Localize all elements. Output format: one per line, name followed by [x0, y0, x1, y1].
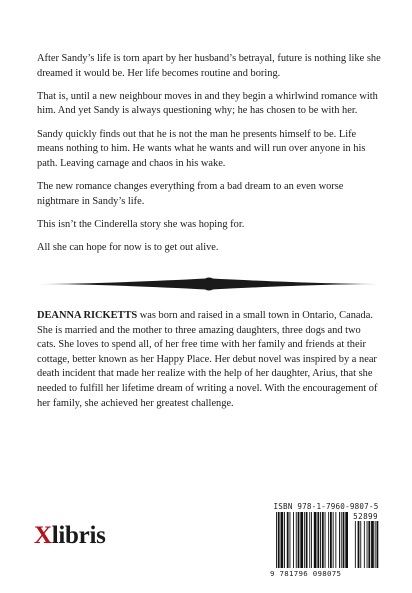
barcode-digits: 9 781796 098075: [270, 569, 342, 578]
publisher-logo-text: libris: [51, 522, 106, 549]
blurb-paragraph: Sandy quickly finds out that he is not the man he presents himself to be. Life means nothing to him. He wants what he wants and will run over anyone in his path. Leaving carnage and chaos in his wake.: [37, 128, 366, 169]
back-cover-blurb: [37, 52, 381, 264]
ornamental-divider: [36, 277, 382, 291]
author-name: DEANNA RICKETTS: [37, 310, 138, 321]
author-bio: [37, 309, 381, 411]
publisher-logo: [34, 523, 106, 548]
isbn-barcode-block: [270, 500, 382, 580]
blurb-paragraph: All she can hope for now is to get out alive.: [37, 241, 219, 253]
blurb-paragraph: That is, until a new neighbour moves in and they begin a whirlwind romance with him. And yet Sandy is always questioning why; he has chosen to be with her.: [37, 90, 378, 117]
blurb-paragraph: The new romance changes everything from a bad dream to an even worse nightmare in Sandy’s life.: [37, 180, 344, 207]
author-bio-text: was born and raised in a small town in Ontario, Canada. She is married and the mother to three amazing daughters, three dogs and two cats. She loves to spend all, of her free time with her family and friends at their cottage, better known as her Happy Place. Her debut novel was inspired by a near death incident that made her realize with the help of her daughter, Arius, that she needed to fulfill her lifetime dream of writing a novel. With the encouragement of her family, she achieved her greatest challenge.: [37, 310, 378, 409]
isbn-label: ISBN 978-1-7960-9807-5: [273, 502, 379, 511]
barcode-addon-code: 52899: [353, 512, 378, 521]
barcode-graphic: [270, 512, 382, 570]
blurb-paragraph: This isn’t the Cinderella story she was hoping for.: [37, 218, 245, 230]
blurb-paragraph: After Sandy’s life is torn apart by her husband’s betrayal, future is nothing like she dreamed it would be. Her life becomes routine and boring.: [37, 53, 381, 79]
publisher-logo-initial: X: [34, 522, 52, 549]
